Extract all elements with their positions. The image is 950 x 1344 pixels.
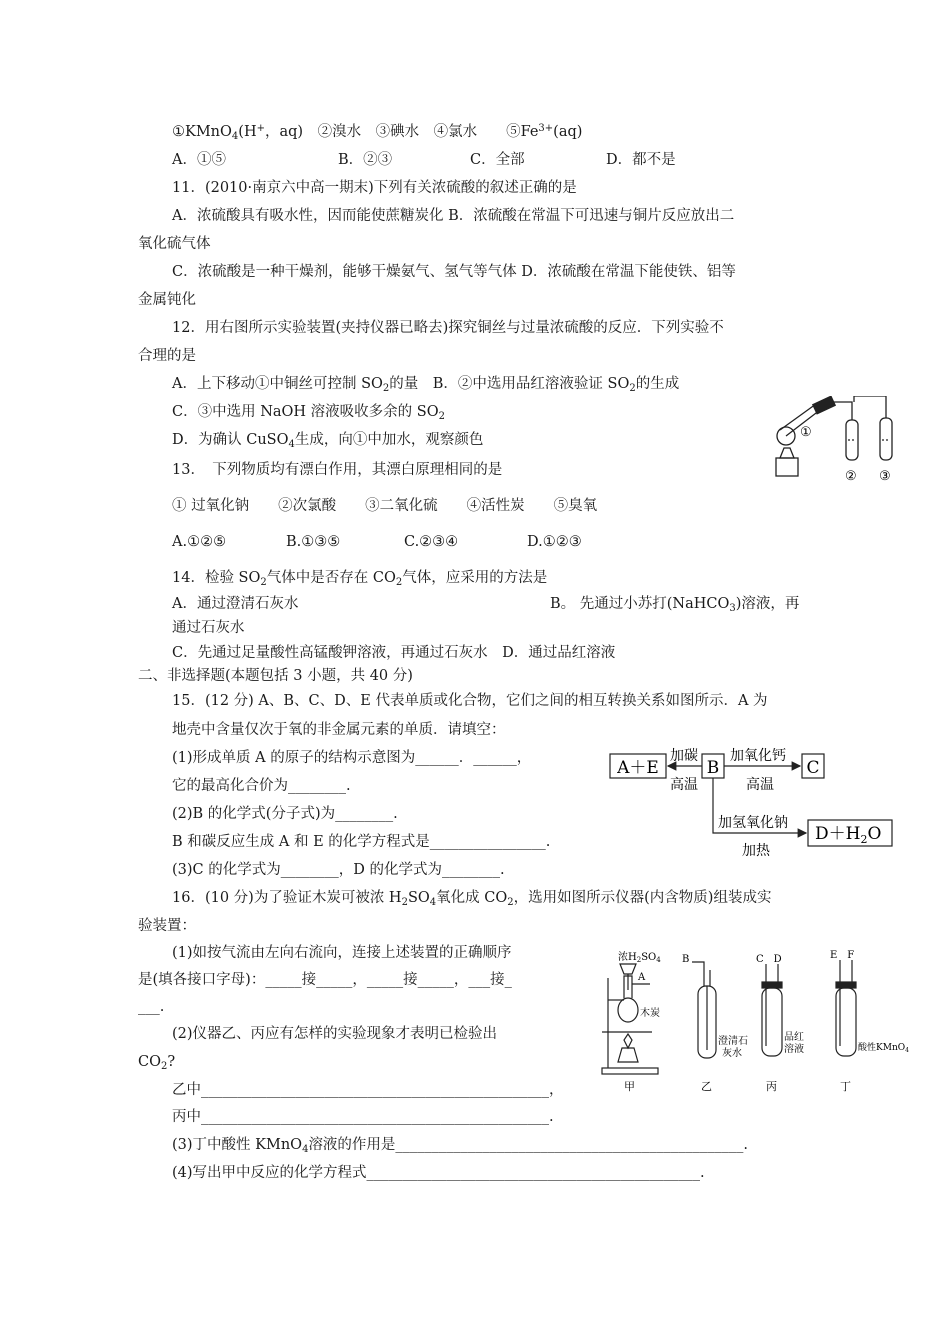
label-b: B [706, 758, 720, 778]
q10-option-b: B．②③ [338, 152, 393, 168]
q15-part-3: (3)C 的化学式为________，D 的化学式为________. [172, 862, 505, 878]
label-d-plus-water: $D+H_2O$ [815, 824, 882, 846]
label-limewater-1: 澄清石 [718, 1036, 748, 1047]
label-port-a: A [638, 972, 646, 983]
q15-part-1b: 它的最高化合价为________. [172, 778, 351, 794]
q16-part-3: (3)丁中酸性 KMnO$_4$溶液的作用是________________________________________________. [172, 1137, 749, 1155]
q12-stem-cont: 合理的是 [138, 348, 196, 364]
q11-stem: 11．(2010·南京六中高一期末)下列有关浓硫酸的叙述正确的是 [172, 180, 577, 196]
label-bing: 丙 [766, 1080, 777, 1093]
bing-tubes [766, 964, 778, 984]
dropping-funnel [620, 964, 636, 974]
label-ports-ef: E F [830, 950, 855, 961]
label-high-temp-2: 高温 [746, 777, 774, 793]
q16-stem-cont: 验装置： [138, 918, 196, 934]
q15-part-2: (2)B 的化学式(分子式)为________. [172, 806, 398, 822]
label-kmno4: 酸性KMnO$_4$ [858, 1043, 909, 1054]
label-port-b: B [682, 954, 690, 965]
label-limewater-2: 灰水 [722, 1048, 742, 1059]
q13-stem: 13． 下列物质均有漂白作用，其漂白原理相同的是 [172, 462, 503, 478]
q14-option-cd: C．先通过足量酸性高锰酸钾溶液，再通过石灰水 D．通过品红溶液 [172, 645, 616, 661]
q14-option-a: A．通过澄清石灰水 [172, 596, 299, 612]
q13-option-a: A.①②⑤ [172, 534, 227, 550]
label-yi: 乙 [701, 1080, 712, 1093]
q13-items: ① 过氧化钠 ②次氯酸 ③二氧化硫 ④活性炭 ⑤臭氧 [172, 498, 598, 514]
section-2-heading: 二、非选择题(本题包括 3 小题，共 40 分) [138, 668, 413, 684]
stand-base [602, 1068, 658, 1074]
label-add-naoh: 加氢氧化钠 [718, 815, 788, 831]
q15-part-1: (1)形成单质 A 的原子的结构示意图为______．______， [172, 750, 532, 766]
label-dye-2: 溶液 [784, 1044, 804, 1055]
label-dye-1: 品红 [784, 1032, 804, 1043]
label-high-temp-1: 高温 [670, 777, 698, 793]
q13-option-d: D.①②③ [527, 534, 582, 550]
q12-stem: 12．用右图所示实验装置(夹持仪器已略去)探究铜丝与过量浓硫酸的反应．下列实验不 [172, 320, 724, 336]
q10-reagents: ①KMnO$_4$(H+，aq) ②溴水 ③碘水 ④氯水 $⑤Fe^{3+}(aq)$ [172, 123, 583, 142]
flask-bulb [618, 998, 638, 1022]
q10-option-c: C．全部 [470, 152, 525, 168]
q15-stem: 15．(12 分) A、B、C、D、E 代表单质或化合物，它们之间的相互转换关系如图所示．A 为 [172, 693, 768, 709]
q16-part-2-yi: 乙中________________________________________________， [172, 1082, 564, 1098]
q11-option-ab-cont: 氧化硫气体 [138, 236, 211, 252]
alcohol-lamp [618, 1048, 638, 1062]
connector-tube-2 [854, 396, 886, 418]
q16-part-1c: ___. [138, 999, 165, 1015]
test-tube-bing [762, 988, 782, 1056]
lamp-body [776, 458, 798, 476]
label-3: ③ [879, 469, 891, 484]
label-ports-cd: C D [756, 954, 782, 965]
label-heating: 加热 [742, 843, 770, 859]
test-tube-ding [836, 988, 856, 1056]
q15-stem-cont: 地壳中含量仅次于氧的非金属元素的单质．请填空： [172, 722, 506, 738]
label-conc-acid: 浓$H_2SO_4$ [618, 952, 661, 964]
q11-option-ab: A．浓硫酸具有吸水性，因而能使蔗糖炭化 B．浓硫酸在常温下可迅速与铜片反应放出二 [172, 208, 735, 224]
q14-option-b: B。 先通过小苏打(NaHCO$_3$)溶液，再 [550, 596, 800, 614]
q10-option-d: D．都不是 [606, 152, 676, 168]
label-c: C [806, 758, 820, 778]
q15-part-2b: B 和碳反应生成 A 和 E 的化学方程式是________________. [172, 834, 551, 850]
lamp-wick [780, 448, 794, 458]
label-1: ① [800, 425, 812, 440]
q12-option-d: D．为确认 CuSO$_4$生成，向①中加水，观察颜色 [172, 432, 484, 450]
label-2: ② [845, 469, 857, 484]
q12-option-c: C．③中选用 NaOH 溶液吸收多余的 $SO_2$ [172, 404, 445, 422]
label-add-carbon: 加碳 [670, 748, 698, 764]
q16-part-1: (1)如按气流由左向右流向，连接上述装置的正确顺序 [172, 945, 512, 961]
q16-part-2-bing: 丙中________________________________________________. [172, 1109, 554, 1125]
lamp-flame [624, 1034, 632, 1048]
label-a-plus-e: A＋E [617, 758, 659, 778]
q11-option-cd: C．浓硫酸是一种干燥剂，能够干燥氨气、氢气等气体 D．浓硫酸在常温下能使铁、铝等 [172, 264, 736, 280]
ding-stopper [836, 982, 856, 988]
q16-part-4: (4)写出甲中反应的化学方程式______________________________________________. [172, 1165, 705, 1181]
q14-option-b-cont: 通过石灰水 [172, 620, 245, 636]
q16-stem: 16．(10 分)为了验证木炭可被浓 $H_2SO_4$氧化成 $CO_2$，选用如图所示仪器(内含物质)组装成实 [172, 890, 772, 908]
label-ding: 丁 [840, 1080, 851, 1093]
ding-tubes [840, 960, 852, 984]
test-tube-3 [880, 418, 892, 460]
q11-option-cd-cont: 金属钝化 [138, 292, 196, 308]
q15-conversion-diagram [604, 736, 896, 860]
q16-part-2: (2)仪器乙、丙应有怎样的实验现象才表明已检验出 [172, 1026, 498, 1042]
label-add-cao: 加氧化钙 [730, 748, 786, 764]
bing-stopper [762, 982, 782, 988]
yi-inlet-tube [692, 962, 704, 986]
q16-part-1b: 是(填各接口字母)：_____接_____，_____接_____，___接_ [138, 972, 512, 988]
label-jia: 甲 [624, 1080, 635, 1093]
q12-option-ab: A．上下移动①中铜丝可控制 $SO_2$的量 B．②中选用品红溶液验证 $SO_2$的生成 [172, 376, 680, 394]
q14-stem: 14．检验 $SO_2$气体中是否存在 $CO_2$气体，应采用的方法是 [172, 570, 548, 588]
tube-stopper [813, 396, 835, 414]
q10-option-a: A．①⑤ [172, 152, 226, 168]
q13-option-c: C.②③④ [404, 534, 459, 550]
q12-apparatus-figure [766, 396, 896, 488]
label-charcoal: 木炭 [640, 1008, 660, 1019]
q16-apparatus-figure [594, 950, 932, 1100]
q16-part-2b: $CO_2$? [138, 1054, 176, 1072]
q13-option-b: B.①③⑤ [286, 534, 341, 550]
